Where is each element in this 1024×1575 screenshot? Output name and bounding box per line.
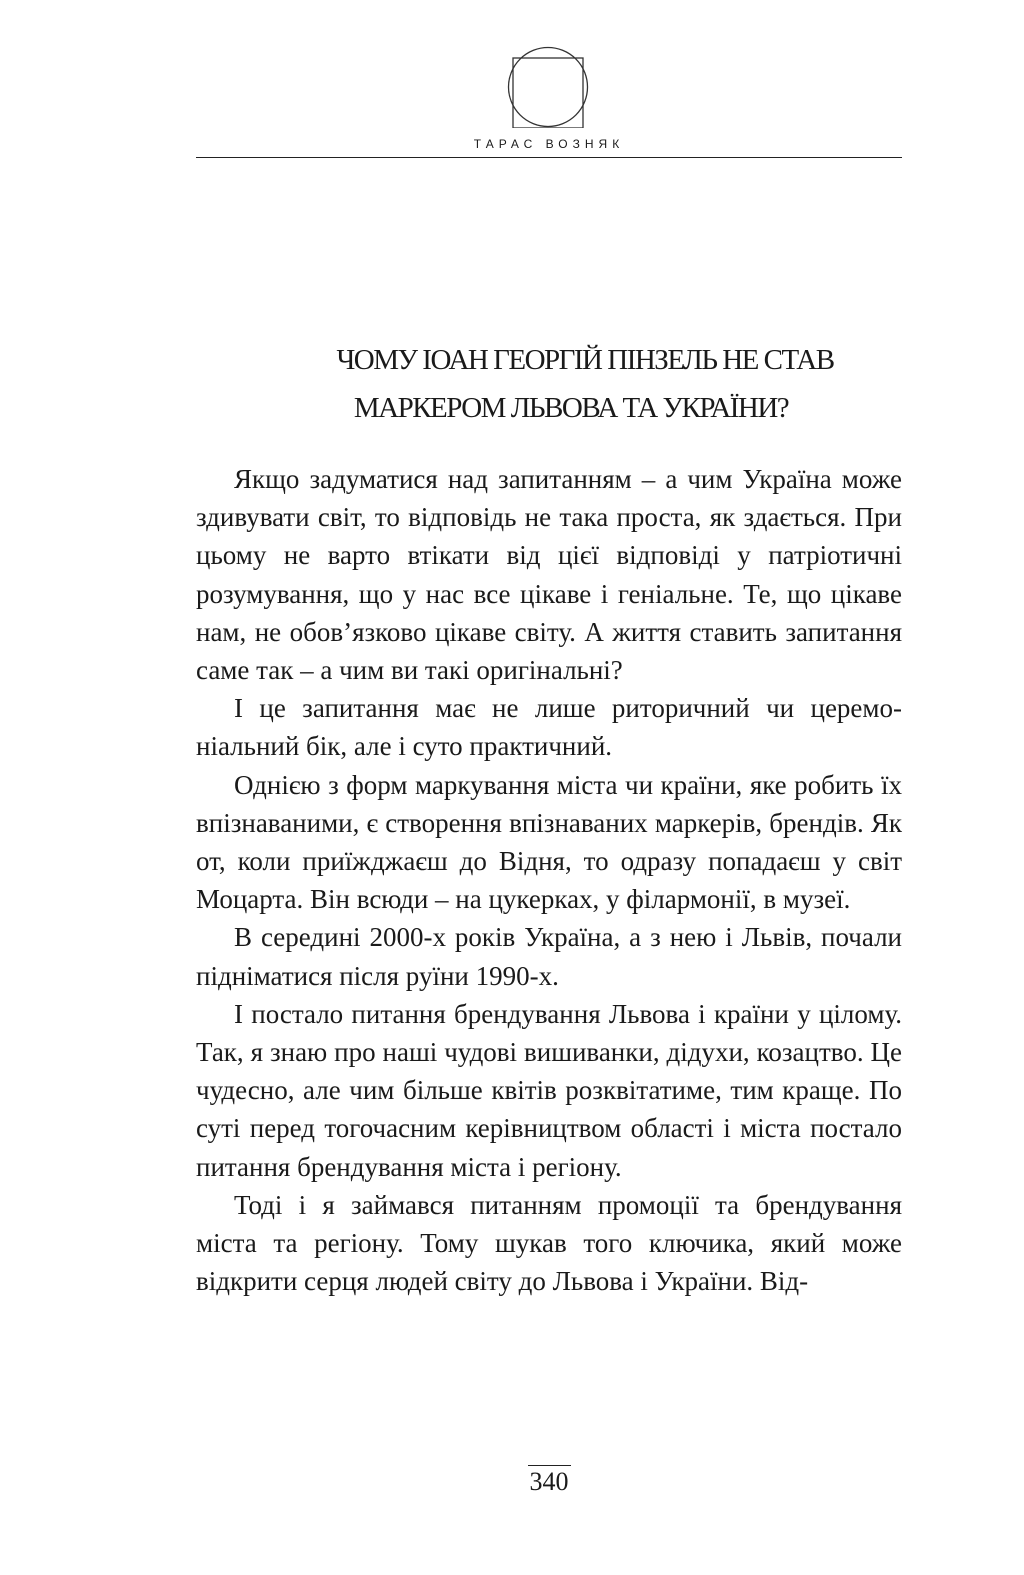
page-number xyxy=(196,1465,902,1498)
paragraph: В середині 2000-х років Україна, а з нею і Львів, почали підніматися після руїни 1990-х. xyxy=(196,922,902,991)
paragraph: І постало питання брендування Львова і країни у цілому. Так, я знаю про наші чудові вишиванки, дідухи, козацтво. Це чудесно, але чим більше квітів розквітатиме, тим краще. По суті перед тогочасним керівництвом області і міста постало питання брендування міста і регіону. xyxy=(196,998,902,1182)
running-header: ТАРАС ВОЗНЯК xyxy=(473,137,625,151)
paragraph: Тоді і я займався питанням промоції та брендування міста та регіону. Тому шукав того ключика, який може відкрити серця людей світу до Львова і України. Від- xyxy=(196,1189,902,1297)
chapter-title-line-1: ЧОМУ ІОАН ГЕОРГІЙ ПІНЗЕЛЬ НЕ СТАВ xyxy=(336,344,834,376)
paragraph: Якщо задуматися над запитанням – а чим Україна може здивувати світ, то відповідь не така проста, як здається. При цьому не варто втікати від цієї відповіді у патріотичні розумування, що у нас все цікаве і геніальне. Те, що цікаве нам, не обов’язково цікаве світу. А життя ставить запитання саме так – а чим ви такі оригінальні? xyxy=(196,464,902,686)
chapter-title-line-2: МАРКЕРОМ ЛЬВОВА ТА УКРАЇНИ? xyxy=(353,392,789,424)
paragraph: І це запитання має не лише риторичний чи церемоніальний бік, але і суто практичний. xyxy=(196,693,902,762)
chapter-title xyxy=(196,336,902,432)
body-text xyxy=(196,460,902,1300)
paragraph: Однією з форм маркування міста чи країни, яке робить їх впізнаваними, є створення впізнаваних маркерів, брендів. Як от, коли приїжджаєш до Відня, то одразу попадаєш у світ Моцарта. Він всюди – на цукерках, у філармонії, в музеї. xyxy=(196,769,902,915)
publisher-logo-icon xyxy=(507,46,589,128)
page-number-value: 340 xyxy=(529,1467,569,1496)
header-rule xyxy=(196,157,902,158)
